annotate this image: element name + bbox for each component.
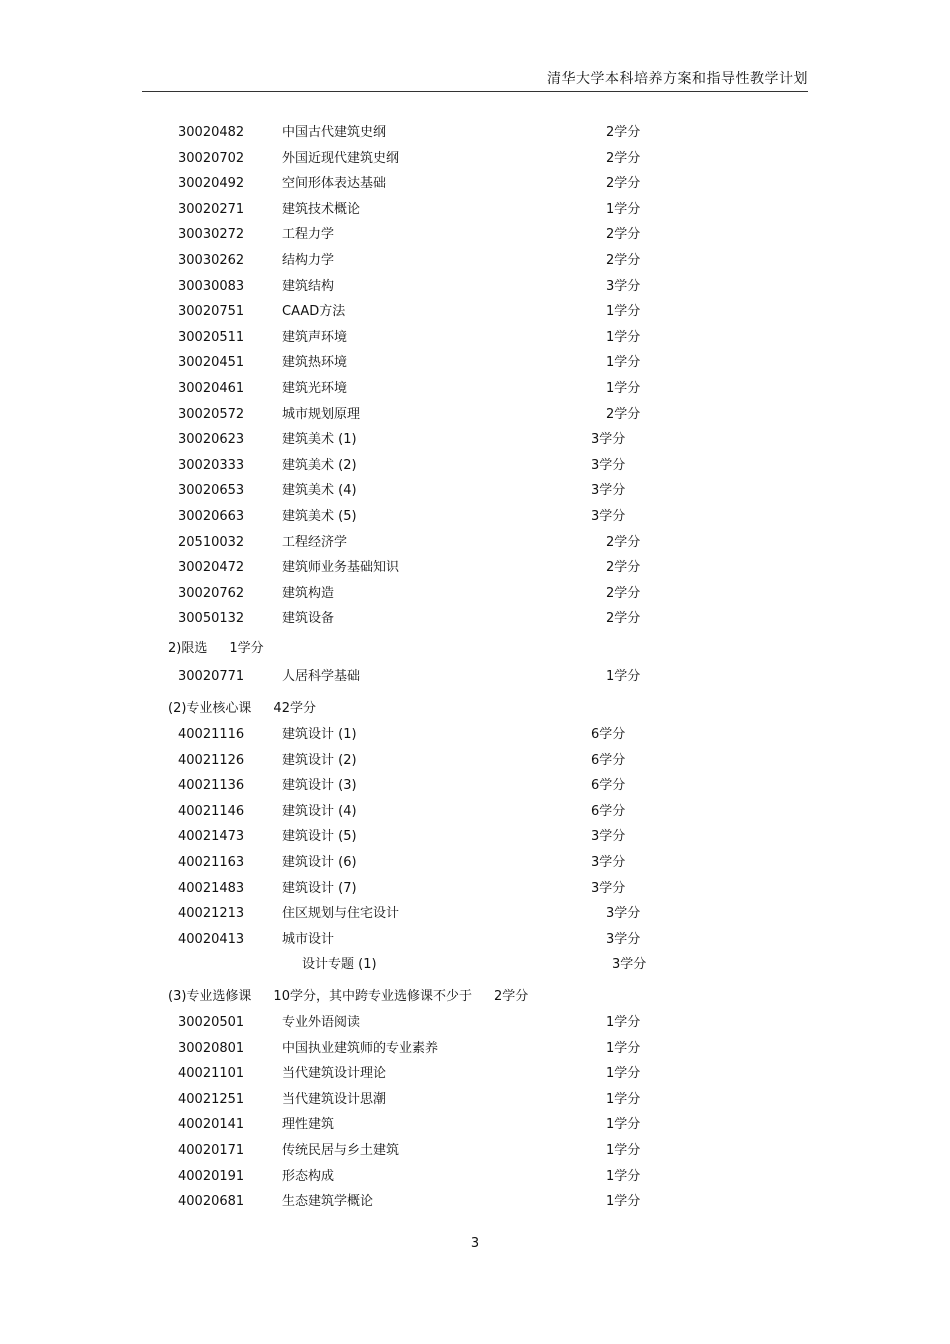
limited-section-credit: 1学分 xyxy=(229,641,264,656)
course-code: 30020771 xyxy=(178,669,245,684)
course-code: 40021483 xyxy=(178,880,245,896)
core-section-heading xyxy=(168,700,316,718)
course-credit: 2学分 xyxy=(606,534,641,550)
course-credit: 6学分 xyxy=(591,752,626,768)
course-credit: 2学分 xyxy=(606,406,641,422)
course-credit: 1学分 xyxy=(606,329,641,345)
course-credit: 3学分 xyxy=(591,880,626,896)
course-name: 建筑设计 (4) xyxy=(282,803,357,819)
course-code: 30020472 xyxy=(178,560,245,576)
elective-section-heading xyxy=(168,988,528,1006)
course-code: 40020171 xyxy=(178,1143,245,1158)
course-code: 30020501 xyxy=(178,1015,245,1030)
course-credit: 1学分 xyxy=(606,381,641,396)
course-credit: 1学分 xyxy=(606,1066,641,1082)
header-title: 清华大学本科培养方案和指导性教学计划 xyxy=(547,71,808,87)
course-name: 生态建筑学概论 xyxy=(282,1194,374,1210)
course-credit: 1学分 xyxy=(606,201,641,217)
course-code: 40021213 xyxy=(178,906,245,922)
course-credit: 3学分 xyxy=(591,509,626,524)
course-name: 人居科学基础 xyxy=(282,669,361,684)
course-code: 30020461 xyxy=(178,381,245,396)
elective-section-desc: 10学分，其中跨专业选修课不少于 xyxy=(273,989,472,1004)
course-credit: 3学分 xyxy=(591,855,626,870)
special-topic-name: 设计专题 (1) xyxy=(302,957,377,972)
course-code: 30020663 xyxy=(178,509,245,524)
course-credit: 1学分 xyxy=(606,1040,641,1056)
course-code: 30020333 xyxy=(178,457,245,473)
course-code: 30020451 xyxy=(178,355,245,371)
course-name: 建筑设计 (7) xyxy=(282,880,357,896)
course-name: 当代建筑设计理论 xyxy=(282,1066,387,1082)
course-code: 40020141 xyxy=(178,1117,245,1133)
course-name: 建筑结构 xyxy=(282,278,335,294)
course-name: 空间形体表达基础 xyxy=(282,176,387,192)
course-credit: 6学分 xyxy=(591,727,626,742)
course-credit: 1学分 xyxy=(606,669,641,684)
course-name: 建筑设计 (2) xyxy=(282,752,357,768)
course-name: 建筑师业务基础知识 xyxy=(282,560,400,576)
course-credit: 2学分 xyxy=(606,150,641,166)
course-name: 中国执业建筑师的专业素养 xyxy=(282,1040,439,1056)
course-code: 40021116 xyxy=(178,727,245,742)
course-name: 专业外语阅读 xyxy=(282,1015,361,1030)
elective-section-title: (3)专业选修课 xyxy=(168,989,252,1004)
course-code: 30030262 xyxy=(178,253,245,268)
course-code: 30030083 xyxy=(178,278,245,294)
course-credit: 6学分 xyxy=(591,778,626,794)
course-name: 建筑光环境 xyxy=(282,381,348,396)
special-topic-credit: 3学分 xyxy=(612,957,647,972)
course-code: 40020681 xyxy=(178,1194,245,1210)
course-code: 40020191 xyxy=(178,1168,245,1184)
course-name: 传统民居与乡土建筑 xyxy=(282,1143,400,1158)
core-section-title: (2)专业核心课 xyxy=(168,701,252,716)
course-code: 40020413 xyxy=(178,931,245,947)
page-number: 3 xyxy=(470,1236,480,1251)
course-code: 20510032 xyxy=(178,534,245,550)
course-code: 30020653 xyxy=(178,483,245,499)
course-name: 建筑热环境 xyxy=(282,355,348,371)
core-section-credit: 42学分 xyxy=(273,701,316,716)
elective-section-min-credit: 2学分 xyxy=(493,989,529,1004)
course-credit: 1学分 xyxy=(606,1015,641,1030)
course-code: 30020271 xyxy=(178,201,245,217)
course-code: 30020762 xyxy=(178,585,245,601)
course-credit: 3学分 xyxy=(606,906,641,922)
course-name: 形态构成 xyxy=(282,1168,335,1184)
course-code: 40021146 xyxy=(178,803,245,819)
course-credit: 3学分 xyxy=(591,829,626,845)
course-code: 40021473 xyxy=(178,829,245,845)
course-code: 30020482 xyxy=(178,125,245,140)
course-credit: 3学分 xyxy=(591,483,626,499)
course-name: 建筑美术 (1) xyxy=(282,432,357,448)
course-name: 理性建筑 xyxy=(282,1117,335,1133)
course-name: 工程力学 xyxy=(282,227,335,243)
course-credit: 1学分 xyxy=(606,1117,641,1133)
course-credit: 2学分 xyxy=(606,253,641,268)
course-code: 40021126 xyxy=(178,752,245,768)
course-credit: 3学分 xyxy=(591,432,626,448)
course-code: 40021101 xyxy=(178,1066,245,1082)
course-name: 建筑美术 (4) xyxy=(282,483,357,499)
course-code: 40021163 xyxy=(178,855,245,870)
course-name: 建筑技术概论 xyxy=(282,201,361,217)
course-credit: 2学分 xyxy=(606,227,641,243)
course-credit: 1学分 xyxy=(606,1168,641,1184)
course-credit: 3学分 xyxy=(606,278,641,294)
course-credit: 6学分 xyxy=(591,803,626,819)
course-name: 城市规划原理 xyxy=(282,406,361,422)
limited-section-heading xyxy=(168,640,264,658)
course-name: 建筑设计 (6) xyxy=(282,855,357,870)
course-code: 30020751 xyxy=(178,304,245,320)
course-code: 30020572 xyxy=(178,406,245,422)
course-credit: 1学分 xyxy=(606,304,641,320)
course-code: 40021136 xyxy=(178,778,245,794)
course-credit: 2学分 xyxy=(606,560,641,576)
course-code: 30020702 xyxy=(178,150,245,166)
course-credit: 2学分 xyxy=(606,585,641,601)
course-credit: 1学分 xyxy=(606,1143,641,1158)
course-name: 结构力学 xyxy=(282,253,335,268)
course-credit: 3学分 xyxy=(606,931,641,947)
course-name: 建筑设计 (5) xyxy=(282,829,357,845)
course-credit: 2学分 xyxy=(606,176,641,192)
limited-section-title: 2)限选 xyxy=(168,641,208,656)
course-name: CAAD方法 xyxy=(282,304,346,320)
course-name: 建筑美术 (5) xyxy=(282,509,357,524)
course-name: 建筑美术 (2) xyxy=(282,457,357,473)
course-name: 建筑设计 (3) xyxy=(282,778,357,794)
course-credit: 2学分 xyxy=(606,611,641,627)
course-name: 城市设计 xyxy=(282,931,335,947)
course-code: 30030272 xyxy=(178,227,245,243)
course-name: 建筑构造 xyxy=(282,585,335,601)
course-name: 建筑设计 (1) xyxy=(282,727,357,742)
course-code: 40021251 xyxy=(178,1091,245,1107)
course-code: 30020492 xyxy=(178,176,245,192)
course-name: 建筑声环境 xyxy=(282,329,348,345)
course-name: 住区规划与住宅设计 xyxy=(282,906,400,922)
course-code: 30050132 xyxy=(178,611,245,627)
course-code: 30020623 xyxy=(178,432,245,448)
course-credit: 1学分 xyxy=(606,1091,641,1107)
course-code: 30020801 xyxy=(178,1040,245,1056)
course-name: 工程经济学 xyxy=(282,534,348,550)
course-name: 当代建筑设计思潮 xyxy=(282,1091,387,1107)
course-name: 建筑设备 xyxy=(282,611,335,627)
course-credit: 3学分 xyxy=(591,457,626,473)
course-credit: 1学分 xyxy=(606,1194,641,1210)
course-credit: 1学分 xyxy=(606,355,641,371)
course-name: 外国近现代建筑史纲 xyxy=(282,150,400,166)
course-credit: 2学分 xyxy=(606,125,641,140)
course-code: 30020511 xyxy=(178,329,245,345)
header-divider xyxy=(142,91,808,92)
course-name: 中国古代建筑史纲 xyxy=(282,125,387,140)
